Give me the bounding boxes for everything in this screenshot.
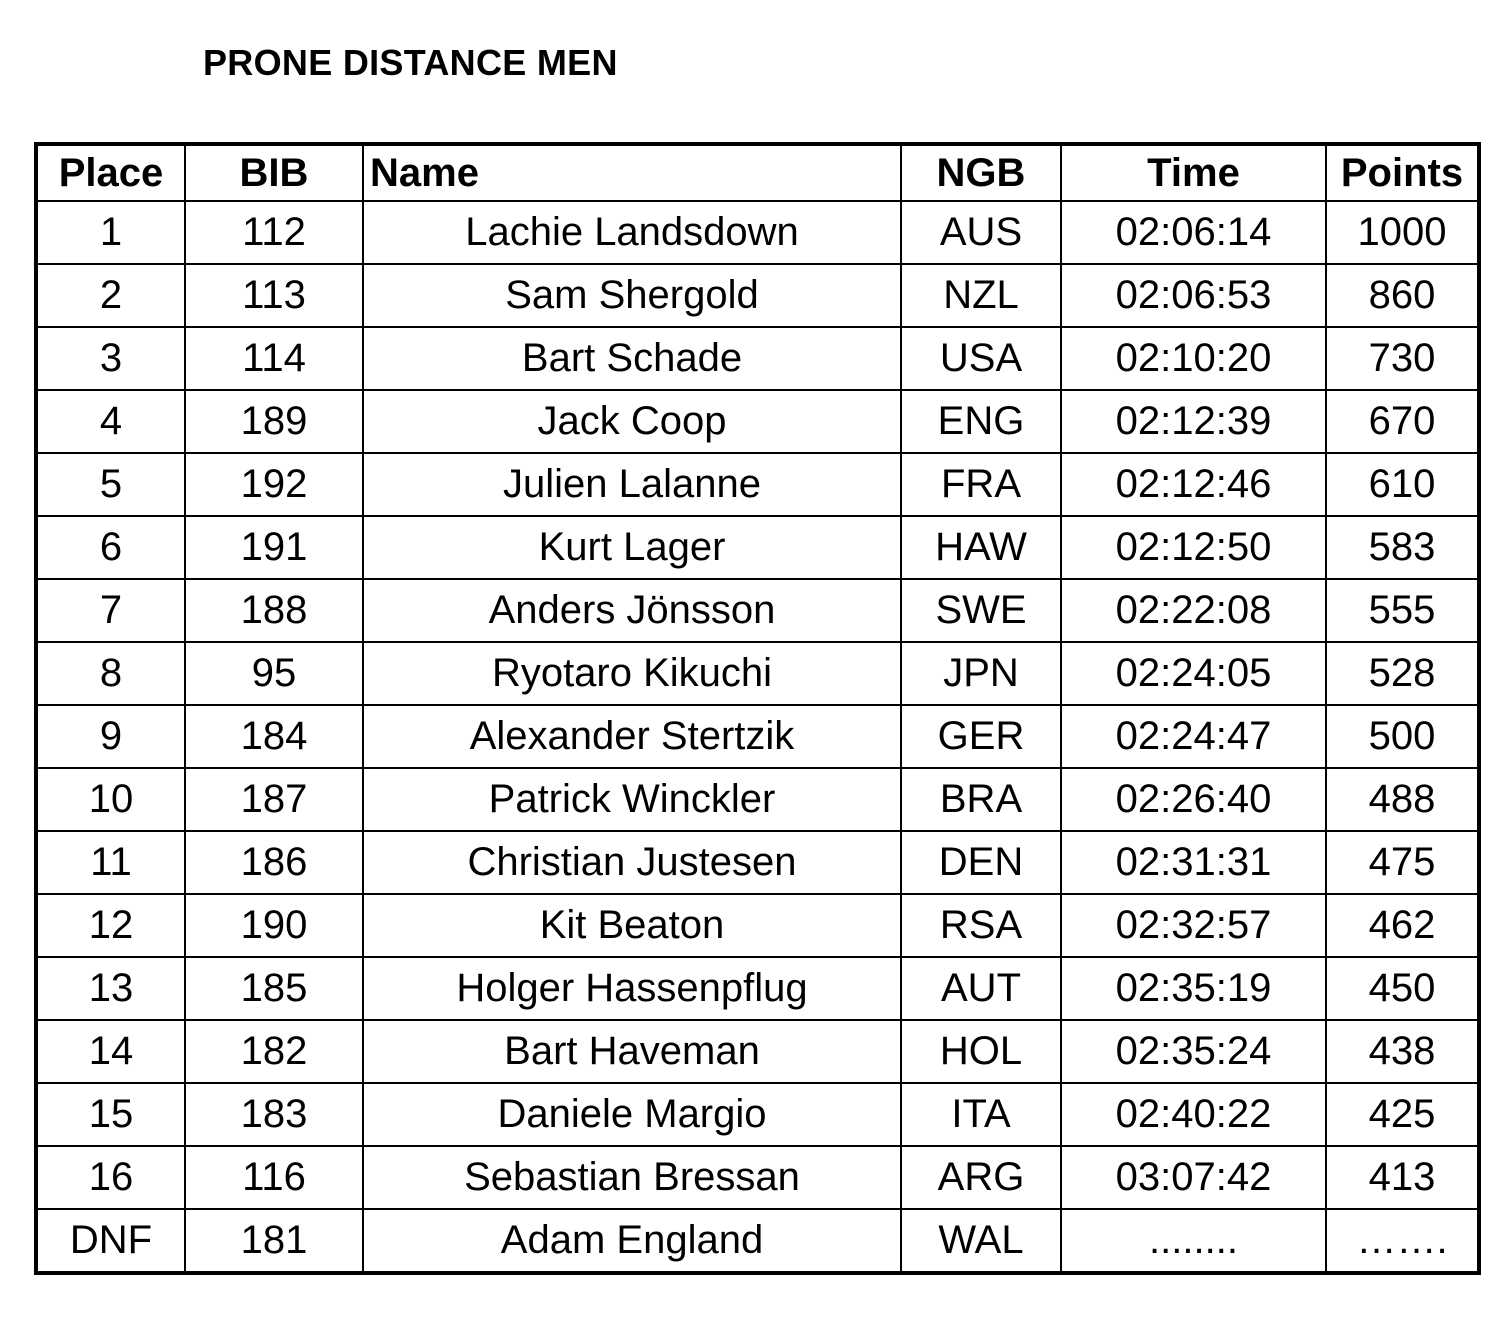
table-row <box>36 1146 1479 1209</box>
cell-place: 13 <box>36 957 185 1020</box>
cell-ngb: DEN <box>901 831 1061 894</box>
cell-place: 6 <box>36 516 185 579</box>
table-body <box>36 201 1479 1273</box>
cell-points: 670 <box>1326 390 1479 453</box>
table-row <box>36 390 1479 453</box>
cell-bib: 113 <box>185 264 363 327</box>
cell-points: 425 <box>1326 1083 1479 1146</box>
cell-ngb: AUT <box>901 957 1061 1020</box>
cell-name: Alexander Stertzik <box>363 705 901 768</box>
cell-ngb: ARG <box>901 1146 1061 1209</box>
cell-points: 413 <box>1326 1146 1479 1209</box>
cell-time: 02:35:19 <box>1061 957 1326 1020</box>
cell-bib: 190 <box>185 894 363 957</box>
cell-name: Daniele Margio <box>363 1083 901 1146</box>
table-row <box>36 201 1479 264</box>
table-row <box>36 1209 1479 1273</box>
cell-bib: 185 <box>185 957 363 1020</box>
cell-ngb: HOL <box>901 1020 1061 1083</box>
cell-place: 16 <box>36 1146 185 1209</box>
cell-place: 10 <box>36 768 185 831</box>
cell-bib: 186 <box>185 831 363 894</box>
cell-time: 02:22:08 <box>1061 579 1326 642</box>
cell-place: 7 <box>36 579 185 642</box>
cell-place: 3 <box>36 327 185 390</box>
cell-bib: 116 <box>185 1146 363 1209</box>
table-header <box>36 144 1479 201</box>
table-row <box>36 579 1479 642</box>
cell-name: Anders Jönsson <box>363 579 901 642</box>
cell-points: 583 <box>1326 516 1479 579</box>
cell-ngb: ENG <box>901 390 1061 453</box>
table-row <box>36 894 1479 957</box>
column-header-bib: BIB <box>185 144 363 201</box>
cell-place: 8 <box>36 642 185 705</box>
cell-points: 450 <box>1326 957 1479 1020</box>
cell-name: Kit Beaton <box>363 894 901 957</box>
page-title: PRONE DISTANCE MEN <box>203 42 618 83</box>
cell-name: Christian Justesen <box>363 831 901 894</box>
cell-time: 02:26:40 <box>1061 768 1326 831</box>
cell-bib: 188 <box>185 579 363 642</box>
cell-points: 462 <box>1326 894 1479 957</box>
table-row <box>36 1083 1479 1146</box>
cell-points: 528 <box>1326 642 1479 705</box>
cell-name: Lachie Landsdown <box>363 201 901 264</box>
table-row <box>36 516 1479 579</box>
cell-ngb: SWE <box>901 579 1061 642</box>
column-header-time: Time <box>1061 144 1326 201</box>
cell-ngb: NZL <box>901 264 1061 327</box>
column-header-points: Points <box>1326 144 1479 201</box>
results-table <box>34 142 1481 1275</box>
cell-bib: 189 <box>185 390 363 453</box>
cell-time: 02:24:05 <box>1061 642 1326 705</box>
cell-ngb: RSA <box>901 894 1061 957</box>
table-row <box>36 705 1479 768</box>
cell-time: 02:12:46 <box>1061 453 1326 516</box>
cell-place: 14 <box>36 1020 185 1083</box>
cell-points: 500 <box>1326 705 1479 768</box>
cell-bib: 114 <box>185 327 363 390</box>
cell-time: 02:24:47 <box>1061 705 1326 768</box>
cell-points: 1000 <box>1326 201 1479 264</box>
cell-time: 02:12:39 <box>1061 390 1326 453</box>
cell-points: ……. <box>1326 1209 1479 1273</box>
column-header-place: Place <box>36 144 185 201</box>
cell-name: Patrick Winckler <box>363 768 901 831</box>
table-row <box>36 453 1479 516</box>
cell-ngb: GER <box>901 705 1061 768</box>
cell-bib: 182 <box>185 1020 363 1083</box>
cell-place: 12 <box>36 894 185 957</box>
cell-bib: 183 <box>185 1083 363 1146</box>
cell-place: 11 <box>36 831 185 894</box>
cell-place: 2 <box>36 264 185 327</box>
cell-name: Bart Schade <box>363 327 901 390</box>
cell-points: 610 <box>1326 453 1479 516</box>
cell-time: 02:40:22 <box>1061 1083 1326 1146</box>
cell-bib: 192 <box>185 453 363 516</box>
cell-name: Kurt Lager <box>363 516 901 579</box>
cell-name: Julien Lalanne <box>363 453 901 516</box>
cell-points: 555 <box>1326 579 1479 642</box>
cell-points: 438 <box>1326 1020 1479 1083</box>
cell-ngb: WAL <box>901 1209 1061 1273</box>
cell-time: 02:32:57 <box>1061 894 1326 957</box>
table-row <box>36 957 1479 1020</box>
cell-ngb: JPN <box>901 642 1061 705</box>
cell-place: 1 <box>36 201 185 264</box>
column-header-name: Name <box>363 144 901 201</box>
cell-time: 02:35:24 <box>1061 1020 1326 1083</box>
cell-time: 03:07:42 <box>1061 1146 1326 1209</box>
cell-place: 15 <box>36 1083 185 1146</box>
cell-bib: 112 <box>185 201 363 264</box>
cell-bib: 181 <box>185 1209 363 1273</box>
column-header-ngb: NGB <box>901 144 1061 201</box>
cell-place: DNF <box>36 1209 185 1273</box>
cell-bib: 187 <box>185 768 363 831</box>
table-row <box>36 1020 1479 1083</box>
cell-points: 488 <box>1326 768 1479 831</box>
cell-place: 9 <box>36 705 185 768</box>
cell-points: 730 <box>1326 327 1479 390</box>
cell-bib: 95 <box>185 642 363 705</box>
cell-bib: 184 <box>185 705 363 768</box>
cell-time: 02:12:50 <box>1061 516 1326 579</box>
cell-name: Adam England <box>363 1209 901 1273</box>
cell-time: 02:31:31 <box>1061 831 1326 894</box>
cell-ngb: AUS <box>901 201 1061 264</box>
cell-ngb: FRA <box>901 453 1061 516</box>
cell-name: Ryotaro Kikuchi <box>363 642 901 705</box>
cell-time: 02:10:20 <box>1061 327 1326 390</box>
table-row <box>36 327 1479 390</box>
cell-points: 860 <box>1326 264 1479 327</box>
cell-name: Holger Hassenpflug <box>363 957 901 1020</box>
cell-name: Sebastian Bressan <box>363 1146 901 1209</box>
cell-ngb: USA <box>901 327 1061 390</box>
table-row <box>36 642 1479 705</box>
cell-ngb: BRA <box>901 768 1061 831</box>
cell-ngb: HAW <box>901 516 1061 579</box>
cell-time: 02:06:53 <box>1061 264 1326 327</box>
cell-name: Bart Haveman <box>363 1020 901 1083</box>
cell-name: Sam Shergold <box>363 264 901 327</box>
cell-bib: 191 <box>185 516 363 579</box>
cell-time: ........ <box>1061 1209 1326 1273</box>
cell-time: 02:06:14 <box>1061 201 1326 264</box>
header-row <box>36 144 1479 201</box>
cell-name: Jack Coop <box>363 390 901 453</box>
table-row <box>36 768 1479 831</box>
table-row <box>36 264 1479 327</box>
table-row <box>36 831 1479 894</box>
cell-points: 475 <box>1326 831 1479 894</box>
cell-ngb: ITA <box>901 1083 1061 1146</box>
cell-place: 4 <box>36 390 185 453</box>
cell-place: 5 <box>36 453 185 516</box>
